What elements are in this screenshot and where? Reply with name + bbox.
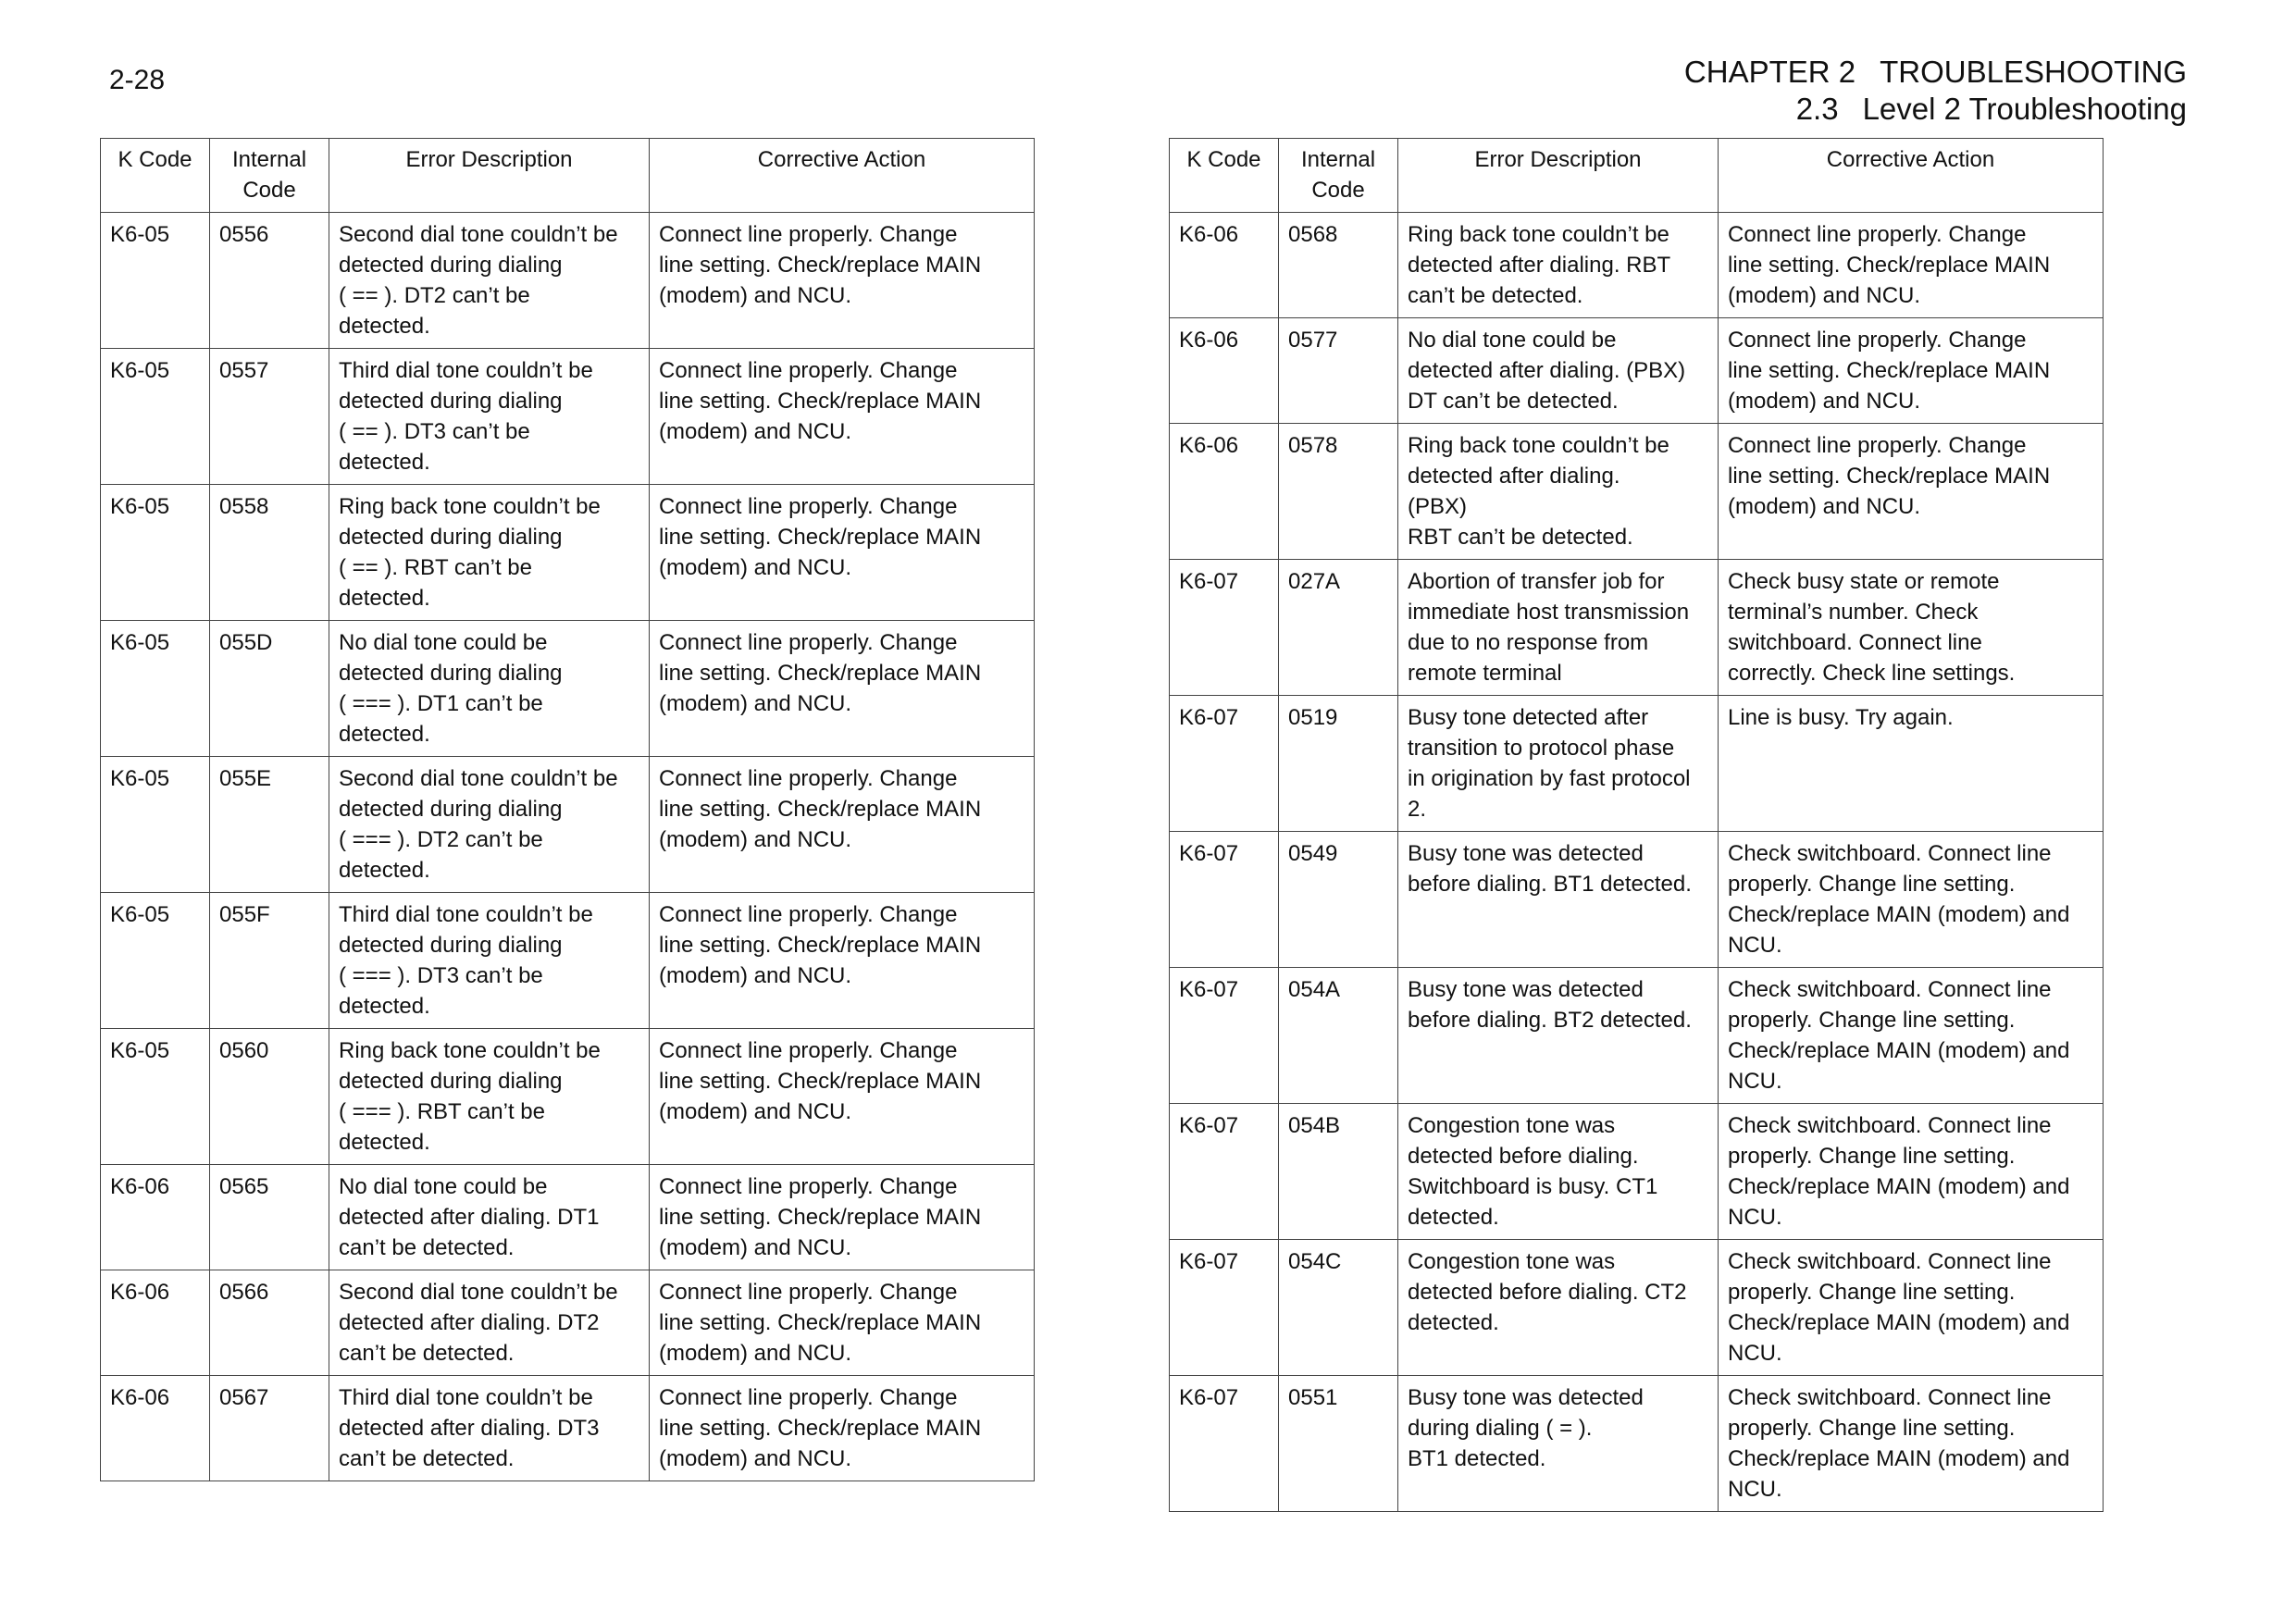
table-row (1170, 1376, 2104, 1512)
page-number: 2-28 (109, 65, 166, 95)
chapter-title: TROUBLESHOOTING (1880, 55, 2187, 89)
table-row (1170, 1104, 2104, 1240)
k-code-cell: K6-05 (101, 349, 210, 485)
internal-code-cell: 0549 (1279, 832, 1398, 968)
error-description-cell: Second dial tone couldn’t be detected after dialing. DT2 can’t be detected. (329, 1270, 650, 1376)
k-code-cell: K6-07 (1170, 968, 1279, 1104)
internal-code-cell: 054C (1279, 1240, 1398, 1376)
error-description-cell: Congestion tone was detected before dialing. CT2 detected. (1398, 1240, 1719, 1376)
internal-code-cell: 0551 (1279, 1376, 1398, 1512)
corrective-action-cell: Connect line properly. Change line setting. Check/replace MAIN (modem) and NCU. (650, 213, 1035, 349)
error-code-table-right (1169, 138, 2104, 1512)
error-description-cell: Abortion of transfer job for immediate host transmission due to no response from remote terminal (1398, 560, 1719, 696)
error-description-cell: No dial tone could be detected during dialing ( === ). DT1 can’t be detected. (329, 621, 650, 757)
internal-code-cell: 0557 (210, 349, 329, 485)
corrective-action-cell: Connect line properly. Change line setting. Check/replace MAIN (modem) and NCU. (650, 893, 1035, 1029)
corrective-action-cell: Check busy state or remote terminal’s number. Check switchboard. Connect line correctly. Check line settings. (1719, 560, 2104, 696)
table-row (101, 1029, 1035, 1165)
corrective-action-cell: Connect line properly. Change line setting. Check/replace MAIN (modem) and NCU. (650, 1270, 1035, 1376)
error-description-cell: Third dial tone couldn’t be detected after dialing. DT3 can’t be detected. (329, 1376, 650, 1481)
error-description-cell: Ring back tone couldn’t be detected after dialing. RBT can’t be detected. (1398, 213, 1719, 318)
error-description-cell: No dial tone could be detected after dialing. DT1 can’t be detected. (329, 1165, 650, 1270)
error-description-cell: Ring back tone couldn’t be detected during dialing ( === ). RBT can’t be detected. (329, 1029, 650, 1165)
error-description-cell: Busy tone was detected before dialing. BT2 detected. (1398, 968, 1719, 1104)
k-code-cell: K6-07 (1170, 832, 1279, 968)
error-description-cell: Third dial tone couldn’t be detected during dialing ( === ). DT3 can’t be detected. (329, 893, 650, 1029)
error-description-cell: Congestion tone was detected before dialing. Switchboard is busy. CT1 detected. (1398, 1104, 1719, 1240)
table-header-row (1170, 139, 2104, 213)
k-code-cell: K6-07 (1170, 1240, 1279, 1376)
k-code-cell: K6-05 (101, 757, 210, 893)
k-code-cell: K6-06 (101, 1165, 210, 1270)
column-header-error-description: Error Description (329, 139, 650, 213)
table-row (1170, 318, 2104, 424)
internal-code-cell: 0558 (210, 485, 329, 621)
corrective-action-cell: Connect line properly. Change line setting. Check/replace MAIN (modem) and NCU. (650, 485, 1035, 621)
corrective-action-cell: Connect line properly. Change line setting. Check/replace MAIN (modem) and NCU. (1719, 424, 2104, 560)
corrective-action-cell: Connect line properly. Change line setting. Check/replace MAIN (modem) and NCU. (1719, 318, 2104, 424)
column-header-corrective-action: Corrective Action (1719, 139, 2104, 213)
corrective-action-cell: Check switchboard. Connect line properly. Change line setting. Check/replace MAIN (modem) and NCU. (1719, 1376, 2104, 1512)
corrective-action-cell: Connect line properly. Change line setting. Check/replace MAIN (modem) and NCU. (650, 621, 1035, 757)
internal-code-cell: 0567 (210, 1376, 329, 1481)
error-description-cell: Second dial tone couldn’t be detected during dialing ( === ). DT2 can’t be detected. (329, 757, 650, 893)
k-code-cell: K6-06 (101, 1376, 210, 1481)
k-code-cell: K6-05 (101, 1029, 210, 1165)
internal-code-cell: 0565 (210, 1165, 329, 1270)
table-row (101, 213, 1035, 349)
table-row (1170, 968, 2104, 1104)
internal-code-cell: 055E (210, 757, 329, 893)
internal-code-cell: 055D (210, 621, 329, 757)
section-number: 2.3 (1795, 92, 1839, 126)
corrective-action-cell: Line is busy. Try again. (1719, 696, 2104, 832)
corrective-action-cell: Check switchboard. Connect line properly. Change line setting. Check/replace MAIN (modem) and NCU. (1719, 1104, 2104, 1240)
internal-code-cell: 0568 (1279, 213, 1398, 318)
table-row (101, 1376, 1035, 1481)
k-code-cell: K6-06 (1170, 318, 1279, 424)
corrective-action-cell: Check switchboard. Connect line properly. Change line setting. Check/replace MAIN (modem) and NCU. (1719, 1240, 2104, 1376)
k-code-cell: K6-06 (1170, 424, 1279, 560)
corrective-action-cell: Connect line properly. Change line setting. Check/replace MAIN (modem) and NCU. (650, 349, 1035, 485)
internal-code-cell: 0577 (1279, 318, 1398, 424)
table-row (1170, 1240, 2104, 1376)
internal-code-cell: 0578 (1279, 424, 1398, 560)
table-row (1170, 213, 2104, 318)
k-code-cell: K6-05 (101, 213, 210, 349)
table-row (101, 349, 1035, 485)
error-description-cell: Third dial tone couldn’t be detected during dialing ( == ). DT3 can’t be detected. (329, 349, 650, 485)
error-description-cell: Busy tone was detected before dialing. BT1 detected. (1398, 832, 1719, 968)
corrective-action-cell: Connect line properly. Change line setting. Check/replace MAIN (modem) and NCU. (650, 757, 1035, 893)
table-body (1170, 213, 2104, 1512)
error-description-cell: Ring back tone couldn’t be detected during dialing ( == ). RBT can’t be detected. (329, 485, 650, 621)
table-row (101, 893, 1035, 1029)
k-code-cell: K6-05 (101, 893, 210, 1029)
error-code-table-left (100, 138, 1035, 1481)
corrective-action-cell: Check switchboard. Connect line properly. Change line setting. Check/replace MAIN (modem) and NCU. (1719, 968, 2104, 1104)
section-title: Level 2 Troubleshooting (1862, 92, 2187, 126)
column-header-corrective-action: Corrective Action (650, 139, 1035, 213)
table-row (1170, 560, 2104, 696)
column-header-error-description: Error Description (1398, 139, 1719, 213)
corrective-action-cell: Connect line properly. Change line setting. Check/replace MAIN (modem) and NCU. (1719, 213, 2104, 318)
k-code-cell: K6-07 (1170, 696, 1279, 832)
table-row (101, 1270, 1035, 1376)
k-code-cell: K6-07 (1170, 1376, 1279, 1512)
table-body (101, 213, 1035, 1481)
column-header-internal-code: Internal Code (1279, 139, 1398, 213)
k-code-cell: K6-06 (101, 1270, 210, 1376)
internal-code-cell: 0560 (210, 1029, 329, 1165)
k-code-cell: K6-06 (1170, 213, 1279, 318)
corrective-action-cell: Connect line properly. Change line setting. Check/replace MAIN (modem) and NCU. (650, 1376, 1035, 1481)
error-description-cell: Second dial tone couldn’t be detected during dialing ( == ). DT2 can’t be detected. (329, 213, 650, 349)
chapter-header (1684, 54, 2187, 128)
k-code-cell: K6-05 (101, 621, 210, 757)
internal-code-cell: 0519 (1279, 696, 1398, 832)
k-code-cell: K6-07 (1170, 1104, 1279, 1240)
error-description-cell: Busy tone detected after transition to protocol phase in origination by fast protocol 2. (1398, 696, 1719, 832)
internal-code-cell: 054A (1279, 968, 1398, 1104)
chapter-label: CHAPTER 2 (1683, 55, 1856, 89)
internal-code-cell: 0556 (210, 213, 329, 349)
k-code-cell: K6-07 (1170, 560, 1279, 696)
column-header-k-code: K Code (101, 139, 210, 213)
corrective-action-cell: Connect line properly. Change line setting. Check/replace MAIN (modem) and NCU. (650, 1029, 1035, 1165)
corrective-action-cell: Connect line properly. Change line setting. Check/replace MAIN (modem) and NCU. (650, 1165, 1035, 1270)
table-row (101, 621, 1035, 757)
internal-code-cell: 054B (1279, 1104, 1398, 1240)
internal-code-cell: 027A (1279, 560, 1398, 696)
error-description-cell: No dial tone could be detected after dialing. (PBX) DT can’t be detected. (1398, 318, 1719, 424)
internal-code-cell: 0566 (210, 1270, 329, 1376)
table-row (101, 757, 1035, 893)
table-row (101, 485, 1035, 621)
error-description-cell: Ring back tone couldn’t be detected after dialing. (PBX) RBT can’t be detected. (1398, 424, 1719, 560)
table-header-row (101, 139, 1035, 213)
table-row (1170, 832, 2104, 968)
internal-code-cell: 055F (210, 893, 329, 1029)
table-row (101, 1165, 1035, 1270)
table-row (1170, 696, 2104, 832)
corrective-action-cell: Check switchboard. Connect line properly. Change line setting. Check/replace MAIN (modem) and NCU. (1719, 832, 2104, 968)
column-header-k-code: K Code (1170, 139, 1279, 213)
error-description-cell: Busy tone was detected during dialing ( = ). BT1 detected. (1398, 1376, 1719, 1512)
column-header-internal-code: Internal Code (210, 139, 329, 213)
k-code-cell: K6-05 (101, 485, 210, 621)
table-row (1170, 424, 2104, 560)
